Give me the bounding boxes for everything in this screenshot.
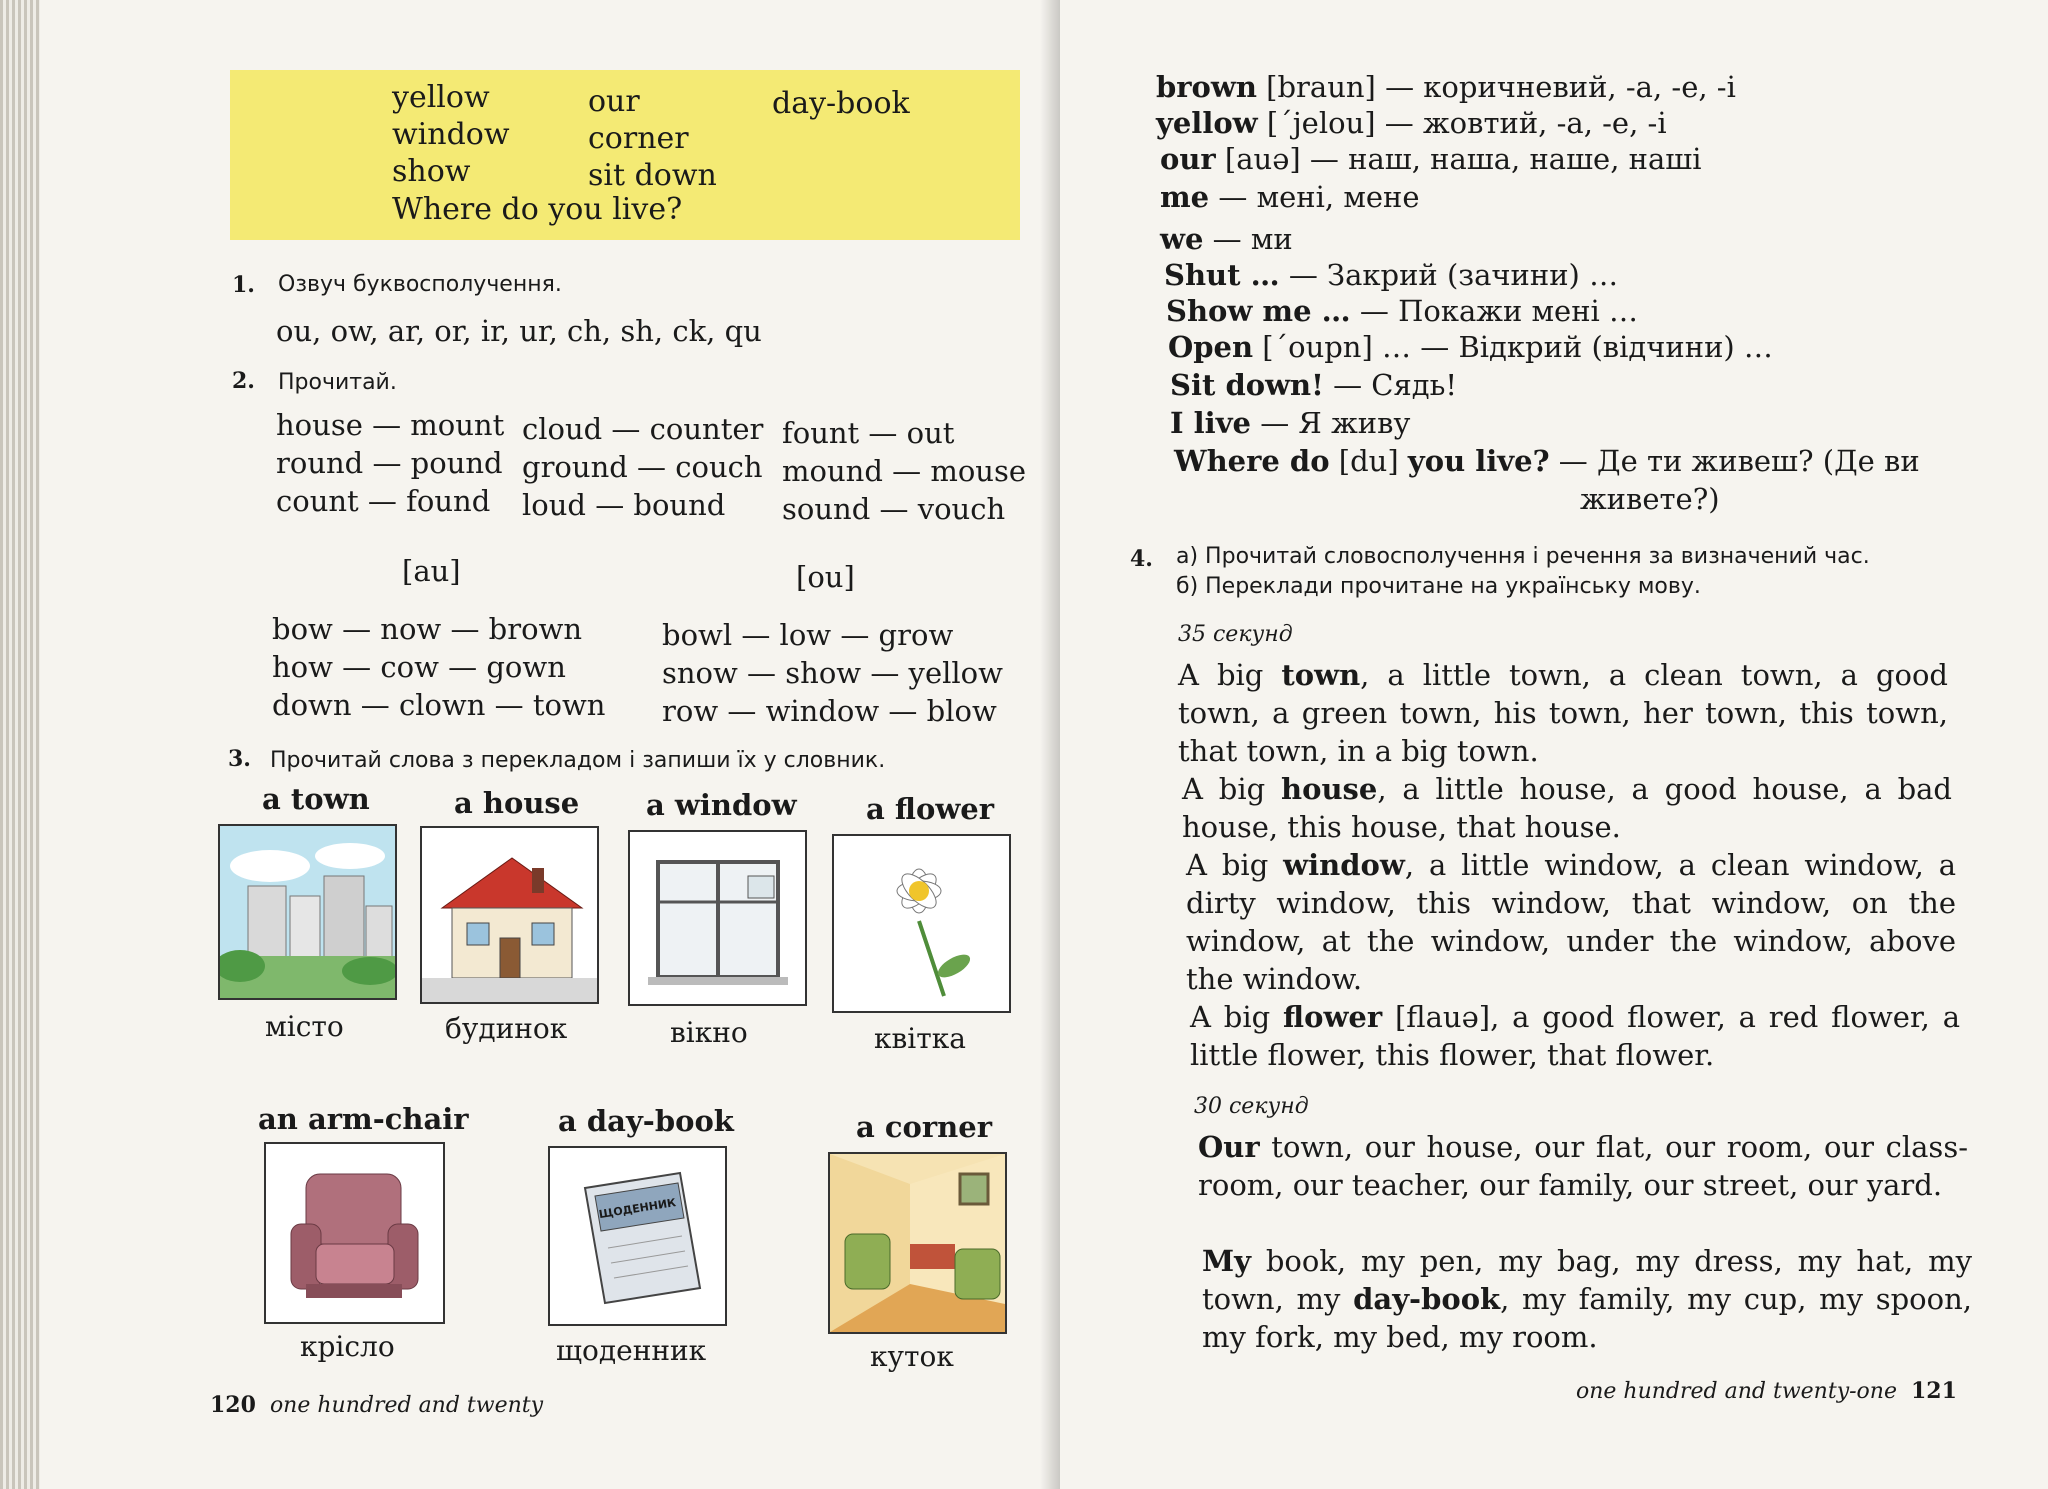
house-picture [420, 826, 599, 1004]
vocab-phrase: Where do you live? [392, 192, 683, 227]
picture-title: a corner [856, 1110, 992, 1144]
task-number: 3. [228, 746, 251, 772]
picture-caption: будинок [445, 1012, 568, 1045]
picture-title: a house [454, 786, 580, 820]
armchair-picture [264, 1142, 445, 1324]
vocab-word: yellow [392, 80, 490, 115]
vocab-entry: our [auə] — наш, наша, наше, наші [1160, 142, 1702, 176]
picture-caption: вікно [670, 1016, 748, 1049]
corner-picture [828, 1152, 1007, 1334]
word-pair: cloud — counter [522, 412, 764, 446]
task-number: 4. [1130, 546, 1153, 572]
vocab-word: show [392, 154, 471, 189]
task-instruction: Озвуч буквосполучення. [278, 272, 562, 297]
vocab-word: corner [588, 121, 689, 156]
timer-label: 30 секунд [1194, 1094, 1309, 1119]
picture-caption: щоденник [556, 1334, 707, 1367]
page-edges [0, 0, 40, 1489]
vocab-entry-cont: живете?) [1580, 482, 1720, 516]
vocab-entry: Sit down! — Сядь! [1170, 368, 1458, 402]
picture-title: a flower [866, 792, 995, 826]
sound-header-au: [au] [402, 554, 461, 588]
letter-combinations: ou, ow, ar, or, ir, ur, ch, sh, ck, qu [276, 314, 762, 348]
word-pair: fount — out [782, 416, 955, 450]
word-pair: ground — couch [522, 450, 763, 484]
vocab-word: sit down [588, 158, 717, 193]
word-row-ou: snow — show — yellow [662, 656, 1003, 690]
task-instruction: б) Переклади прочитане на українську мову. [1176, 574, 1701, 599]
task-number: 2. [232, 368, 255, 394]
picture-caption: куток [870, 1340, 954, 1373]
vocab-word: day-book [772, 86, 910, 121]
paragraph-our: Our town, our house, our flat, our room, our class-room, our teacher, our family, our street, our yard. [1198, 1130, 1968, 1202]
vocab-entry: Open [ˊoupn] … — Відкрий (відчини) … [1168, 330, 1773, 364]
page-footer-left [210, 1392, 543, 1418]
picture-caption: крісло [300, 1330, 395, 1363]
vocab-entry: Show me … — Покажи мені … [1166, 294, 1639, 328]
word-row-au: down — clown — town [272, 688, 606, 722]
word-pair: count — found [276, 484, 491, 518]
town-picture [218, 824, 397, 1000]
vocab-entry: yellow [ˊjelou] — жовтий, -а, -е, -і [1156, 106, 1667, 140]
daybook-picture [548, 1146, 727, 1326]
picture-title: a window [646, 788, 797, 822]
task-instruction: Прочитай слова з перекладом і запиши їх у словник. [270, 748, 886, 773]
vocab-entry: Where do [du] you live? — Де ти живеш? (Де ви [1174, 444, 1920, 478]
task-instruction: Прочитай. [278, 370, 397, 395]
paragraph-window: A big window, a little window, a clean window, a dirty window, this window, that window, on the window, at the window, under the window, above the window. [1186, 848, 1956, 996]
vocab-entry: I live — Я живу [1170, 406, 1411, 440]
paragraph-flower: A big flower [flauə], a good flower, a red flower, a little flower, this flower, that flower. [1190, 1000, 1960, 1072]
vocab-word: our [588, 84, 640, 119]
paragraph-house: A big house, a little house, a good house, a bad house, this house, that house. [1182, 772, 1952, 844]
vocab-entry: brown [braun] — коричневий, -а, -е, -і [1156, 70, 1736, 104]
page-number: 121 [1911, 1378, 1957, 1404]
page-footer-right [1576, 1378, 1957, 1404]
picture-caption: місто [265, 1010, 344, 1043]
task-instruction: а) Прочитай словосполучення і речення за визначений час. [1176, 544, 1870, 569]
page-number: 120 [210, 1392, 256, 1418]
timer-label: 35 секунд [1178, 622, 1293, 647]
word-row-ou: bowl — low — grow [662, 618, 954, 652]
window-picture [628, 830, 807, 1006]
word-pair: loud — bound [522, 488, 726, 522]
vocab-entry: me — мені, мене [1160, 180, 1420, 214]
vocab-word: window [392, 117, 510, 152]
flower-picture [832, 834, 1011, 1013]
sound-header-ou: [ou] [796, 560, 855, 594]
page-number-words: one hundred and twenty [269, 1393, 544, 1418]
word-pair: house — mount [276, 408, 505, 442]
picture-caption: квітка [874, 1022, 966, 1055]
word-pair: sound — vouch [782, 492, 1006, 526]
vocab-entry: Shut … — Закрий (зачини) … [1164, 258, 1619, 292]
paragraph-my: My book, my pen, my bag, my dress, my hat, my town, my day-book, my family, my cup, my spoon, my fork, my bed, my room. [1202, 1244, 1972, 1354]
word-pair: mound — mouse [782, 454, 1026, 488]
picture-title: a day-book [558, 1104, 734, 1138]
picture-title: a town [262, 782, 370, 816]
word-row-au: how — cow — gown [272, 650, 566, 684]
paragraph-town: A big town, a little town, a clean town, a good town, a green town, his town, her town, this town, that town, in a big town. [1178, 658, 1948, 768]
task-number: 1. [232, 272, 255, 298]
word-pair: round — pound [276, 446, 503, 480]
daybook-cover-label: ЩОДЕННИК [597, 1196, 677, 1222]
word-row-au: bow — now — brown [272, 612, 583, 646]
word-row-ou: row — window — blow [662, 694, 997, 728]
picture-title: an arm-chair [258, 1102, 469, 1136]
vocab-entry: we — ми [1160, 222, 1293, 256]
page-number-words: one hundred and twenty-one [1576, 1379, 1897, 1404]
right-page [1060, 0, 2048, 1489]
